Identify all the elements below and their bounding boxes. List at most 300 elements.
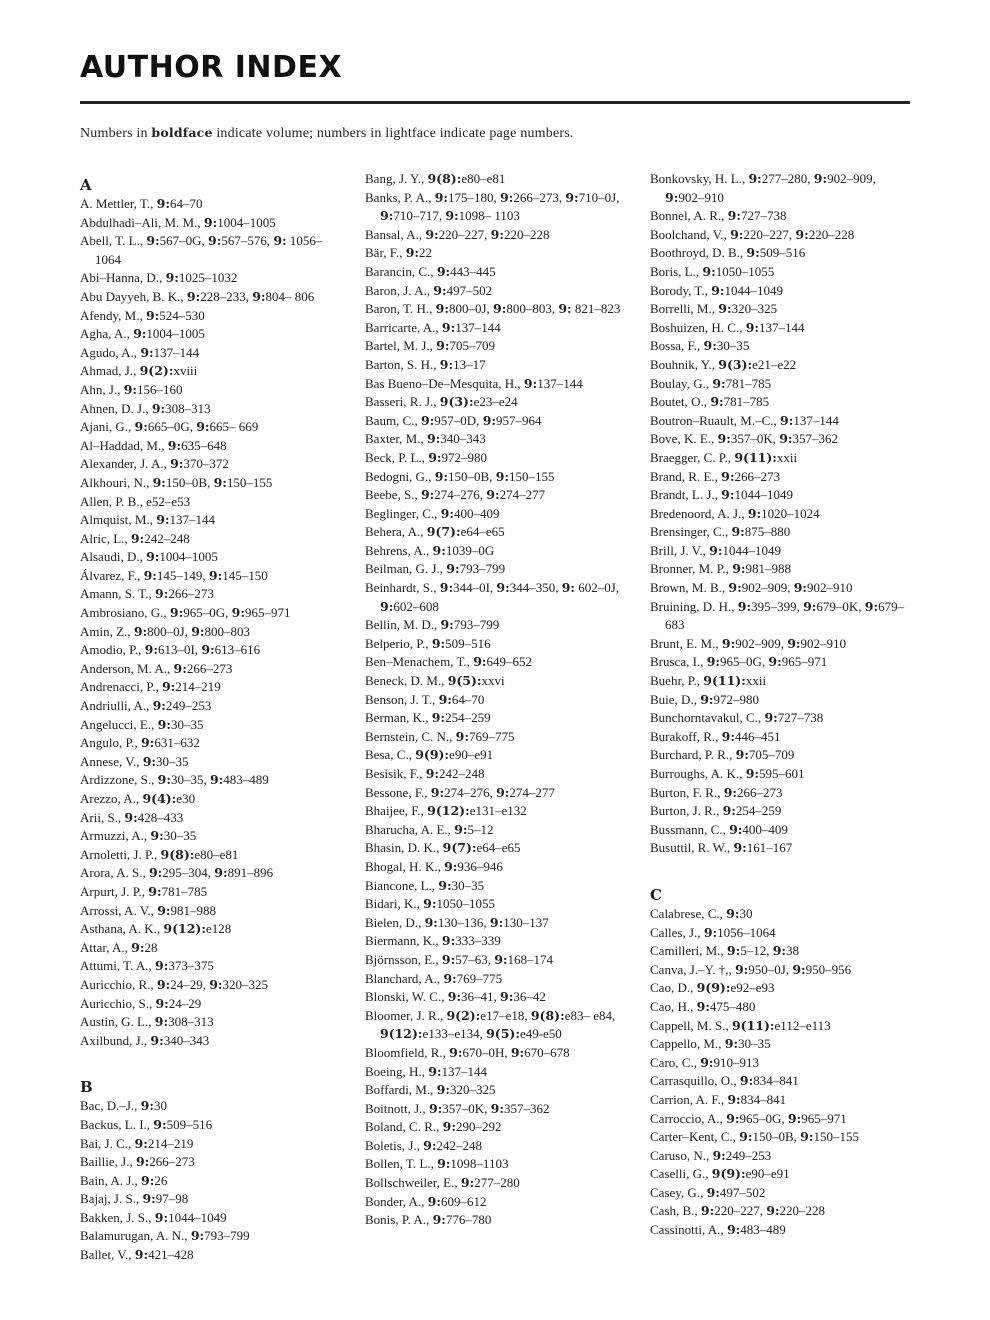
- index-entry: [650, 523, 912, 542]
- author-name: Bansal, A.,: [365, 226, 426, 242]
- index-entry: [80, 1135, 348, 1154]
- page-ref: 357–0K,: [730, 431, 780, 447]
- index-entry: [650, 728, 912, 747]
- index-entry: [650, 468, 912, 487]
- volume-ref: 9:: [141, 735, 155, 751]
- author-name: Bang, J. Y.,: [365, 171, 428, 186]
- index-entry: [650, 486, 912, 505]
- volume-ref: 9(8):: [530, 1007, 565, 1023]
- index-entry: [80, 790, 348, 809]
- author-name: Abdulhadi–Ali, M. M.,: [80, 214, 204, 230]
- page-ref: 150–155: [509, 468, 555, 484]
- index-entry: [80, 678, 348, 697]
- page-ref: 249–253: [165, 698, 212, 714]
- volume-ref: 9:: [722, 803, 736, 819]
- index-entry: [650, 170, 912, 207]
- index-entry: [80, 269, 348, 288]
- index-entry: [650, 282, 912, 301]
- index-entry: [365, 282, 627, 301]
- index-entry: [80, 827, 348, 846]
- index-entry: [650, 1035, 912, 1054]
- page-ref: 891–896: [227, 865, 274, 881]
- author-name: Blanchard, A.,: [365, 970, 444, 986]
- volume-ref: 9:: [787, 635, 801, 651]
- volume-ref: 9:: [434, 468, 449, 484]
- volume-ref: 9:: [252, 288, 266, 304]
- index-entry: [365, 1081, 627, 1100]
- index-entry: [365, 802, 627, 821]
- page-ref: 902–910: [678, 189, 724, 205]
- page-ref: 137–144: [169, 512, 216, 528]
- volume-ref: 9:: [425, 226, 439, 242]
- index-entry: [365, 170, 627, 189]
- author-name: Auricchio, S.,: [80, 995, 156, 1011]
- volume-ref: 9:: [490, 226, 504, 242]
- page-ref: 266–273: [734, 468, 780, 484]
- page-ref: 242–248: [436, 1137, 482, 1153]
- index-entry: [80, 1246, 348, 1265]
- page-ref: 150–0B,: [165, 474, 214, 490]
- index-entry: [80, 957, 348, 976]
- volume-ref: 9(8):: [427, 171, 462, 186]
- index-entry: [80, 1097, 348, 1116]
- page-ref: 710–717,: [393, 208, 446, 224]
- index-entry: [650, 1202, 912, 1221]
- page-ref: 1056–1064: [95, 233, 323, 267]
- author-name: Boothroyd, D. B.,: [650, 245, 747, 261]
- page-ref: 254–259: [735, 803, 782, 819]
- author-name: Bussmann, C.,: [650, 821, 730, 837]
- index-entry: [365, 1193, 627, 1212]
- volume-ref: 9(11):: [703, 673, 746, 689]
- author-name: A. Mettler, T.,: [80, 196, 157, 211]
- page-ref: 727–738: [740, 208, 787, 224]
- index-entry: [650, 356, 912, 375]
- author-name: Ahn, J.,: [80, 381, 124, 397]
- page-ref: 902–910: [807, 580, 853, 596]
- page-ref: 97–98: [155, 1191, 189, 1207]
- page-ref: e17–e18,: [480, 1007, 531, 1023]
- page-ref: e52–e53: [146, 493, 191, 509]
- page-ref: 274–276,: [434, 487, 487, 503]
- author-name: Arora, A. S.,: [80, 865, 149, 881]
- author-name: Arpurt, J. P.,: [80, 883, 149, 899]
- page-ref: 965–0G,: [739, 1110, 788, 1126]
- index-entry: [650, 1147, 912, 1166]
- author-name: Carrion, A. F.,: [650, 1091, 728, 1107]
- index-note: [80, 125, 574, 142]
- index-entry: [80, 697, 348, 716]
- volume-ref: 9:: [780, 412, 794, 428]
- page-ref: 800–0J,: [448, 301, 494, 317]
- volume-ref: 9:: [748, 171, 762, 186]
- volume-ref: 9:: [156, 512, 170, 528]
- author-name: Brunt, E. M.,: [650, 635, 722, 651]
- volume-ref: 9:: [436, 1082, 450, 1098]
- page-ref: 373–375: [168, 958, 214, 974]
- author-name: Amin, Z.,: [80, 623, 134, 639]
- index-entry: [365, 505, 627, 524]
- index-entry: [80, 455, 348, 474]
- page-ref: 30–35: [738, 1036, 771, 1052]
- author-name: Behera, A.,: [365, 524, 427, 540]
- volume-ref: 9:: [766, 1203, 780, 1219]
- index-entry: [650, 1054, 912, 1073]
- volume-ref: 9:: [441, 951, 456, 967]
- index-entry: [80, 195, 348, 214]
- volume-ref: 9:: [165, 270, 179, 286]
- author-name: Angelucci, E.,: [80, 716, 158, 732]
- volume-ref: 9:: [727, 208, 741, 224]
- section-spacer: [80, 1050, 348, 1072]
- author-name: Auricchio, R.,: [80, 976, 157, 992]
- author-name: Barton, S. H.,: [365, 356, 440, 372]
- volume-ref: 9(11):: [734, 449, 777, 465]
- index-entry: [365, 858, 627, 877]
- index-entry: [365, 263, 627, 282]
- page-ref: 320–325: [222, 976, 269, 992]
- author-name: Berman, K.,: [365, 710, 432, 726]
- index-entry: [365, 468, 627, 487]
- page-ref: 30: [739, 905, 753, 921]
- page-ref: 333–339: [455, 933, 501, 949]
- index-entry: [650, 746, 912, 765]
- volume-ref: 9:: [231, 605, 245, 621]
- page-ref: 602–0J,: [575, 580, 620, 596]
- volume-ref: 9:: [425, 766, 440, 781]
- author-name: Brand, R. E.,: [650, 468, 722, 484]
- volume-ref: 9:: [800, 1129, 814, 1145]
- page-ref: 137–144: [537, 375, 583, 391]
- index-entry: [365, 970, 627, 989]
- volume-ref: 9:: [496, 784, 510, 800]
- volume-ref: 9:: [208, 233, 222, 249]
- volume-ref: 9:: [435, 301, 449, 317]
- page-ref: 769–775: [468, 728, 515, 744]
- page-ref: e133–e134,: [422, 1026, 487, 1042]
- volume-ref: 9(12):: [427, 803, 470, 819]
- volume-ref: 9:: [151, 400, 166, 416]
- author-name: Álvarez, F.,: [80, 567, 144, 583]
- volume-ref: 9(12):: [380, 1026, 423, 1042]
- section-letter: A: [80, 176, 92, 194]
- volume-ref: 9:: [438, 877, 452, 893]
- volume-ref: 9:: [729, 821, 743, 837]
- index-entry: [365, 728, 627, 747]
- author-name: Blonski, W. C.,: [365, 989, 448, 1005]
- author-name: Buehr, P.,: [650, 673, 704, 689]
- author-name: Balamurugan, A. N.,: [80, 1228, 191, 1244]
- page-ref: 670–678: [524, 1044, 570, 1060]
- page-ref: 902–910: [800, 635, 846, 651]
- volume-ref: 9:: [191, 623, 205, 639]
- index-column-1: [80, 170, 348, 1265]
- volume-ref: 9:: [142, 1191, 156, 1207]
- volume-ref: 9:: [124, 809, 138, 825]
- index-entry: [650, 579, 912, 598]
- index-entry: [80, 381, 348, 400]
- index-entry: [365, 932, 627, 951]
- page-ref: 161–167: [746, 840, 793, 856]
- volume-ref: 9:: [732, 561, 746, 577]
- page-ref: 26: [154, 1172, 168, 1188]
- volume-ref: 9:: [186, 288, 201, 304]
- author-name: Bai, J. C.,: [80, 1135, 135, 1151]
- author-name: Bidari, K.,: [365, 896, 424, 912]
- index-entry: [80, 809, 348, 828]
- index-entry: [80, 883, 348, 902]
- index-entry: [80, 1172, 348, 1191]
- author-name: Alric, L.,: [80, 530, 131, 546]
- index-entry: [80, 530, 348, 549]
- page-ref: 137–144: [793, 412, 839, 428]
- page-ref: 1044–1049: [734, 487, 793, 503]
- author-name: Beck, P. L.,: [365, 449, 429, 465]
- volume-ref: 9:: [700, 1054, 714, 1070]
- volume-ref: 9:: [561, 580, 576, 596]
- author-name: Axilbund, J.,: [80, 1032, 151, 1048]
- index-entry: [80, 939, 348, 958]
- page-ref: 509–516: [166, 1116, 213, 1132]
- page-ref: 1004–1005: [146, 326, 205, 342]
- index-entry: [365, 635, 627, 654]
- page-ref: e21–e22: [752, 356, 797, 372]
- volume-ref: 9:: [500, 989, 514, 1005]
- author-name: Al–Haddad, M.,: [80, 437, 168, 453]
- volume-ref: 9:: [702, 263, 716, 279]
- author-name: Bonis, P. A.,: [365, 1212, 433, 1228]
- index-entry: [650, 979, 912, 998]
- volume-ref: 9:: [173, 660, 187, 676]
- page-ref: 602–608: [393, 598, 439, 614]
- volume-ref: 9:: [864, 598, 879, 614]
- page-ref: 220–228: [808, 226, 855, 242]
- volume-ref: 9:: [130, 530, 145, 546]
- volume-ref: 9:: [152, 474, 166, 490]
- index-entry: [365, 877, 627, 896]
- author-name: Allen, P. B.,: [80, 493, 147, 509]
- author-name: Bossa, F.,: [650, 338, 704, 354]
- author-name: Bove, K. E.,: [650, 431, 718, 447]
- volume-ref: 9:: [420, 412, 435, 428]
- index-entry: [80, 902, 348, 921]
- index-entry: [650, 802, 912, 821]
- index-entry: [365, 616, 627, 635]
- page-ref: 242–248: [144, 530, 190, 546]
- index-entry: [650, 1221, 912, 1240]
- page-ref: e128: [205, 921, 232, 937]
- volume-ref: 9(8):: [160, 846, 195, 862]
- author-name: Ballet, V.,: [80, 1247, 135, 1263]
- page-ref: 595–601: [759, 766, 805, 781]
- page-ref: 308–313: [168, 1014, 214, 1030]
- author-name: Casey, G.,: [650, 1184, 707, 1200]
- page-ref: 30–35: [451, 877, 485, 893]
- index-entry: [80, 418, 348, 437]
- author-name: Carroccio, A.,: [650, 1110, 727, 1126]
- page-ref: 781–785: [725, 375, 772, 391]
- author-name: Bouhnik, Y.,: [650, 356, 719, 372]
- page-ref: 965–971: [801, 1110, 847, 1126]
- volume-ref: 9:: [746, 245, 760, 261]
- author-name: Camilleri, M.,: [650, 943, 727, 959]
- page-ref: 965–0G,: [720, 654, 769, 670]
- index-entry: [650, 942, 912, 961]
- volume-ref: 9:: [495, 468, 509, 484]
- volume-ref: 9:: [446, 561, 460, 577]
- volume-ref: 9:: [214, 865, 228, 881]
- author-name: Bielen, D.,: [365, 914, 425, 930]
- page-ref: xxii: [745, 673, 767, 689]
- page-ref: 30: [153, 1098, 167, 1114]
- page-ref: 446–451: [734, 728, 781, 744]
- page-ref: 395–399,: [751, 598, 804, 614]
- page-ref: 295–304,: [162, 865, 215, 881]
- author-name: Barancin, C.,: [365, 263, 437, 279]
- author-name: Boeing, H.,: [365, 1063, 429, 1079]
- page-ref: 30–35: [170, 716, 204, 732]
- author-name: Barricarte, A.,: [365, 319, 442, 335]
- page-ref: 665– 669: [209, 419, 259, 435]
- page-ref: 30–35: [156, 753, 189, 769]
- volume-ref: 9:: [431, 635, 446, 651]
- page-ref: 145–150: [222, 567, 268, 583]
- volume-ref: 9:: [712, 1147, 726, 1163]
- author-name: Bakken, J. S.,: [80, 1209, 155, 1225]
- volume-ref: 9:: [380, 208, 394, 224]
- section-spacer: [650, 858, 912, 880]
- volume-ref: 9:: [493, 301, 507, 317]
- volume-ref: 9(2):: [446, 1007, 481, 1023]
- author-name: Almquist, M.,: [80, 512, 157, 528]
- author-name: Burchard, P. R.,: [650, 747, 736, 763]
- index-entry: [80, 716, 348, 735]
- volume-ref: 9:: [712, 375, 726, 391]
- index-entry: [365, 672, 627, 691]
- page-ref: 266–273: [186, 660, 233, 676]
- page-ref: 635–648: [181, 437, 227, 453]
- page-ref: 981–988: [170, 902, 216, 918]
- page-ref: 357–0K,: [442, 1100, 491, 1116]
- volume-ref: 9:: [735, 747, 749, 763]
- index-entry: [650, 226, 912, 245]
- page-ref: 220–228: [779, 1203, 826, 1219]
- author-name: Boletis, J.,: [365, 1137, 424, 1153]
- volume-ref: 9:: [703, 338, 717, 354]
- volume-ref: 9:: [710, 394, 724, 410]
- volume-ref: 9(7):: [442, 840, 477, 856]
- volume-ref: 9:: [134, 419, 148, 435]
- author-name: Backus, L. I.,: [80, 1116, 154, 1132]
- page-ref: 64–70: [451, 691, 485, 707]
- index-entry: [650, 1017, 912, 1036]
- index-entry: [650, 598, 912, 635]
- author-name: Baillie, J.,: [80, 1154, 136, 1170]
- page-ref: 902–909,: [735, 635, 788, 651]
- volume-ref: 9:: [473, 654, 487, 670]
- volume-ref: 9:: [420, 487, 435, 503]
- index-entry: [650, 924, 912, 943]
- volume-ref: 9:: [133, 623, 148, 639]
- volume-ref: 9:: [146, 233, 160, 249]
- volume-ref: 9:: [170, 456, 184, 472]
- volume-ref: 9:: [123, 381, 138, 397]
- index-entry: [650, 207, 912, 226]
- volume-ref: 9:: [208, 567, 223, 583]
- volume-ref: 9:: [438, 691, 452, 707]
- index-entry: [80, 1013, 348, 1032]
- author-name: Beebe, S.,: [365, 487, 421, 503]
- page-ref: 370–372: [183, 456, 229, 472]
- page-ref: 145–149,: [156, 567, 209, 583]
- page-ref: xxii: [776, 449, 798, 465]
- volume-ref: 9:: [167, 437, 182, 453]
- page-ref: 1098– 1103: [458, 208, 520, 224]
- page-ref: 344–0I,: [453, 580, 497, 596]
- index-entry: [365, 337, 627, 356]
- index-entry: [80, 846, 348, 865]
- index-entry: [80, 1209, 348, 1228]
- volume-ref: 9:: [440, 505, 454, 521]
- author-name: Borrelli, M.,: [650, 301, 719, 317]
- volume-ref: 9:: [813, 171, 828, 186]
- page-ref: 137–144: [455, 319, 501, 335]
- volume-ref: 9:: [721, 487, 735, 503]
- volume-ref: 9:: [460, 1175, 475, 1191]
- volume-ref: 9:: [155, 958, 169, 974]
- volume-ref: 9:: [745, 319, 760, 335]
- volume-ref: 9:: [430, 784, 445, 800]
- volume-ref: 9:: [444, 858, 458, 874]
- page-ref: e49-e50: [519, 1026, 562, 1042]
- index-entry: [365, 951, 627, 970]
- volume-ref: 9(12):: [163, 921, 206, 937]
- author-name: Arnoletti, J. P.,: [80, 846, 161, 862]
- index-entry: [650, 319, 912, 338]
- page-ref: 1050–1055: [715, 263, 775, 279]
- page-ref: 344–350,: [509, 580, 562, 596]
- author-name: Cassinotti, A.,: [650, 1222, 727, 1238]
- index-entry: [365, 821, 627, 840]
- author-name: Cappello, M.,: [650, 1036, 725, 1052]
- page-ref: 340–343: [163, 1032, 210, 1048]
- author-name: Bhogal, H. K.,: [365, 858, 445, 874]
- page-ref: 266–273: [149, 1154, 195, 1170]
- author-name: Ajani, G.,: [80, 419, 135, 435]
- volume-ref: 9:: [500, 189, 514, 205]
- author-name: Benson, J. T.,: [365, 691, 439, 707]
- page-ref: xxvi: [481, 673, 505, 689]
- volume-ref: 9(4):: [142, 791, 177, 806]
- page-ref: 421–428: [148, 1247, 194, 1263]
- page-ref: 28: [144, 939, 158, 955]
- volume-ref: 9:: [273, 233, 287, 249]
- volume-ref: 9:: [431, 710, 446, 726]
- author-name: Asthana, A. K.,: [80, 921, 164, 937]
- author-name: Brown, M. B.,: [650, 580, 729, 596]
- author-name: Boitnott, J.,: [365, 1100, 429, 1116]
- author-name: Ambrosiano, G.,: [80, 605, 170, 621]
- index-entry: [80, 307, 348, 326]
- page-ref: e131–e132: [469, 803, 527, 819]
- author-name: Brusca, I.,: [650, 654, 707, 670]
- page-ref: 649–652: [486, 654, 532, 670]
- author-name: Biermann, K.,: [365, 933, 442, 949]
- volume-ref: 9(9):: [415, 747, 450, 763]
- index-entry: [365, 1007, 627, 1044]
- volume-ref: 9:: [455, 728, 469, 744]
- page-ref: 705–709: [449, 338, 495, 354]
